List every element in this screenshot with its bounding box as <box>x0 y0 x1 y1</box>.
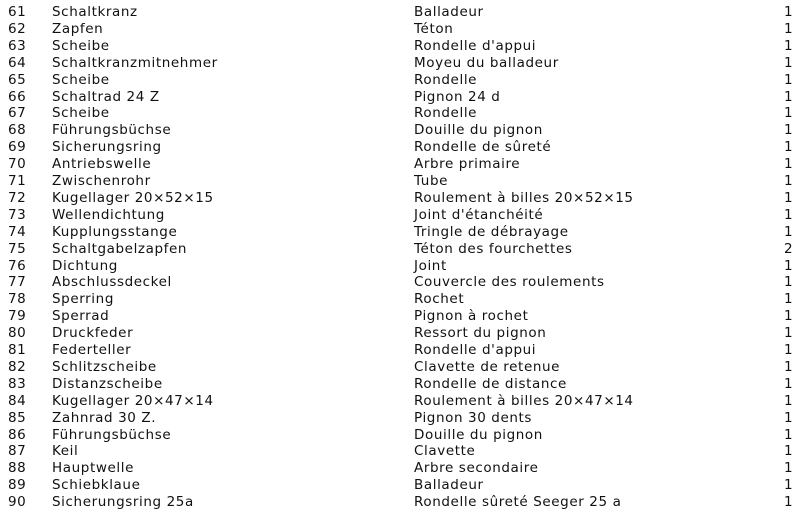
table-row <box>0 173 800 190</box>
quantity: 1 <box>784 223 793 240</box>
french-name: Joint <box>414 257 447 274</box>
french-name: Pignon 30 dents <box>414 409 533 426</box>
part-number: 86 <box>8 426 27 443</box>
quantity: 1 <box>784 173 793 189</box>
french-name: Tringle de débrayage <box>414 223 569 240</box>
part-number: 68 <box>8 122 27 139</box>
part-number: 67 <box>8 105 27 122</box>
part-number: 78 <box>8 291 27 308</box>
table-row <box>0 224 800 241</box>
quantity: 1 <box>784 156 793 173</box>
french-name: Clavette <box>414 443 476 460</box>
quantity: 1 <box>784 4 793 20</box>
french-name: Clavette de retenue <box>414 358 561 375</box>
part-number: 62 <box>8 20 27 37</box>
french-name: Rondelle d'appui <box>414 342 537 358</box>
part-number: 83 <box>8 375 27 392</box>
table-row <box>0 427 800 444</box>
table-row <box>0 274 800 291</box>
part-number: 77 <box>8 274 27 291</box>
part-number: 73 <box>8 206 27 223</box>
french-name: Rondelle sûreté Seeger 25 a <box>414 494 622 511</box>
german-name: Scheibe <box>52 71 110 88</box>
german-name: Scheibe <box>52 105 110 122</box>
table-row <box>0 4 800 21</box>
part-number: 84 <box>8 392 27 409</box>
german-name: Antriebswelle <box>52 156 152 173</box>
part-number: 64 <box>8 54 27 71</box>
table-row <box>0 342 800 359</box>
quantity: 1 <box>784 392 793 409</box>
german-name: Sperring <box>52 291 114 308</box>
german-name: Abschlussdeckel <box>52 274 172 291</box>
part-number: 80 <box>8 325 27 342</box>
part-number: 65 <box>8 71 27 88</box>
quantity: 1 <box>784 139 793 156</box>
part-number: 88 <box>8 460 27 477</box>
french-name: Rondelle <box>414 71 478 88</box>
french-name: Rondelle d'appui <box>414 37 537 54</box>
german-name: Führungsbüchse <box>52 426 172 443</box>
german-name: Sicherungsring 25a <box>52 494 194 511</box>
quantity: 1 <box>784 206 793 223</box>
quantity: 1 <box>784 71 793 88</box>
quantity: 1 <box>784 20 793 37</box>
quantity: 1 <box>784 105 793 122</box>
part-number: 70 <box>8 156 27 173</box>
german-name: Schaltkranzmitnehmer <box>52 54 218 71</box>
quantity: 2 <box>784 240 793 257</box>
table-row <box>0 156 800 173</box>
part-number: 71 <box>8 173 27 189</box>
part-number: 90 <box>8 494 27 511</box>
german-name: Sperrad <box>52 308 110 325</box>
french-name: Joint d'étanchéité <box>414 206 544 223</box>
german-name: Schlitzscheibe <box>52 358 157 375</box>
french-name: Roulement à billes 20×47×14 <box>414 392 634 409</box>
quantity: 1 <box>784 37 793 54</box>
german-name: Kupplungsstange <box>52 223 178 240</box>
french-name: Roulement à billes 20×52×15 <box>414 189 634 206</box>
table-row <box>0 376 800 393</box>
german-name: Kugellager 20×52×15 <box>52 189 214 206</box>
german-name: Schiebklaue <box>52 477 141 494</box>
french-name: Ressort du pignon <box>414 325 547 342</box>
quantity: 1 <box>784 257 793 274</box>
part-number: 79 <box>8 308 27 325</box>
french-name: Rochet <box>414 291 465 308</box>
quantity: 1 <box>784 325 793 342</box>
table-row <box>0 393 800 410</box>
french-name: Balladeur <box>414 477 484 494</box>
table-row <box>0 410 800 427</box>
part-number: 74 <box>8 223 27 240</box>
french-name: Balladeur <box>414 4 484 20</box>
quantity: 1 <box>784 375 793 392</box>
part-number: 87 <box>8 443 27 460</box>
french-name: Pignon 24 d <box>414 88 501 105</box>
german-name: Zahnrad 30 Z. <box>52 409 157 426</box>
quantity: 1 <box>784 189 793 206</box>
part-number: 61 <box>8 4 27 20</box>
table-row <box>0 89 800 106</box>
table-row <box>0 241 800 258</box>
quantity: 1 <box>784 443 793 460</box>
german-name: Keil <box>52 443 79 460</box>
french-name: Arbre secondaire <box>414 460 539 477</box>
quantity: 1 <box>784 274 793 291</box>
quantity: 1 <box>784 122 793 139</box>
quantity: 1 <box>784 409 793 426</box>
table-row <box>0 494 800 511</box>
french-name: Téton <box>414 20 454 37</box>
table-row <box>0 308 800 325</box>
german-name: Sicherungsring <box>52 139 162 156</box>
french-name: Téton des fourchettes <box>414 240 573 257</box>
german-name: Wellendichtung <box>52 206 165 223</box>
table-row <box>0 122 800 139</box>
german-name: Dichtung <box>52 257 118 274</box>
french-name: Tube <box>414 173 449 189</box>
part-number: 72 <box>8 189 27 206</box>
quantity: 1 <box>784 426 793 443</box>
german-name: Führungsbüchse <box>52 122 172 139</box>
table-row <box>0 325 800 342</box>
german-name: Scheibe <box>52 37 110 54</box>
part-number: 69 <box>8 139 27 156</box>
table-row <box>0 460 800 477</box>
part-number: 89 <box>8 477 27 494</box>
french-name: Rondelle <box>414 105 478 122</box>
german-name: Distanzscheibe <box>52 375 163 392</box>
quantity: 1 <box>784 342 793 358</box>
part-number: 76 <box>8 257 27 274</box>
quantity: 1 <box>784 358 793 375</box>
table-row <box>0 21 800 38</box>
german-name: Druckfeder <box>52 325 134 342</box>
table-row <box>0 258 800 275</box>
french-name: Arbre primaire <box>414 156 521 173</box>
table-row <box>0 207 800 224</box>
table-row <box>0 291 800 308</box>
part-number: 82 <box>8 358 27 375</box>
table-row <box>0 139 800 156</box>
german-name: Schaltrad 24 Z <box>52 88 160 105</box>
table-row <box>0 359 800 376</box>
french-name: Moyeu du balladeur <box>414 54 559 71</box>
french-name: Couvercle des roulements <box>414 274 605 291</box>
part-number: 81 <box>8 342 27 358</box>
french-name: Rondelle de distance <box>414 375 567 392</box>
part-number: 85 <box>8 409 27 426</box>
quantity: 1 <box>784 494 793 511</box>
quantity: 1 <box>784 477 793 494</box>
quantity: 1 <box>784 88 793 105</box>
german-name: Schaltkranz <box>52 4 138 20</box>
part-number: 63 <box>8 37 27 54</box>
german-name: Hauptwelle <box>52 460 134 477</box>
quantity: 1 <box>784 460 793 477</box>
quantity: 1 <box>784 54 793 71</box>
german-name: Kugellager 20×47×14 <box>52 392 214 409</box>
part-number: 66 <box>8 88 27 105</box>
table-row <box>0 443 800 460</box>
french-name: Douille du pignon <box>414 426 543 443</box>
french-name: Pignon à rochet <box>414 308 529 325</box>
table-row <box>0 55 800 72</box>
german-name: Zwischenrohr <box>52 173 151 189</box>
german-name: Schaltgabelzapfen <box>52 240 188 257</box>
french-name: Rondelle de sûreté <box>414 139 552 156</box>
table-row <box>0 105 800 122</box>
german-name: Federteller <box>52 342 132 358</box>
quantity: 1 <box>784 291 793 308</box>
table-row <box>0 190 800 207</box>
table-row <box>0 72 800 89</box>
table-row <box>0 477 800 494</box>
table-row <box>0 38 800 55</box>
part-number: 75 <box>8 240 27 257</box>
french-name: Douille du pignon <box>414 122 543 139</box>
german-name: Zapfen <box>52 20 104 37</box>
quantity: 1 <box>784 308 793 325</box>
